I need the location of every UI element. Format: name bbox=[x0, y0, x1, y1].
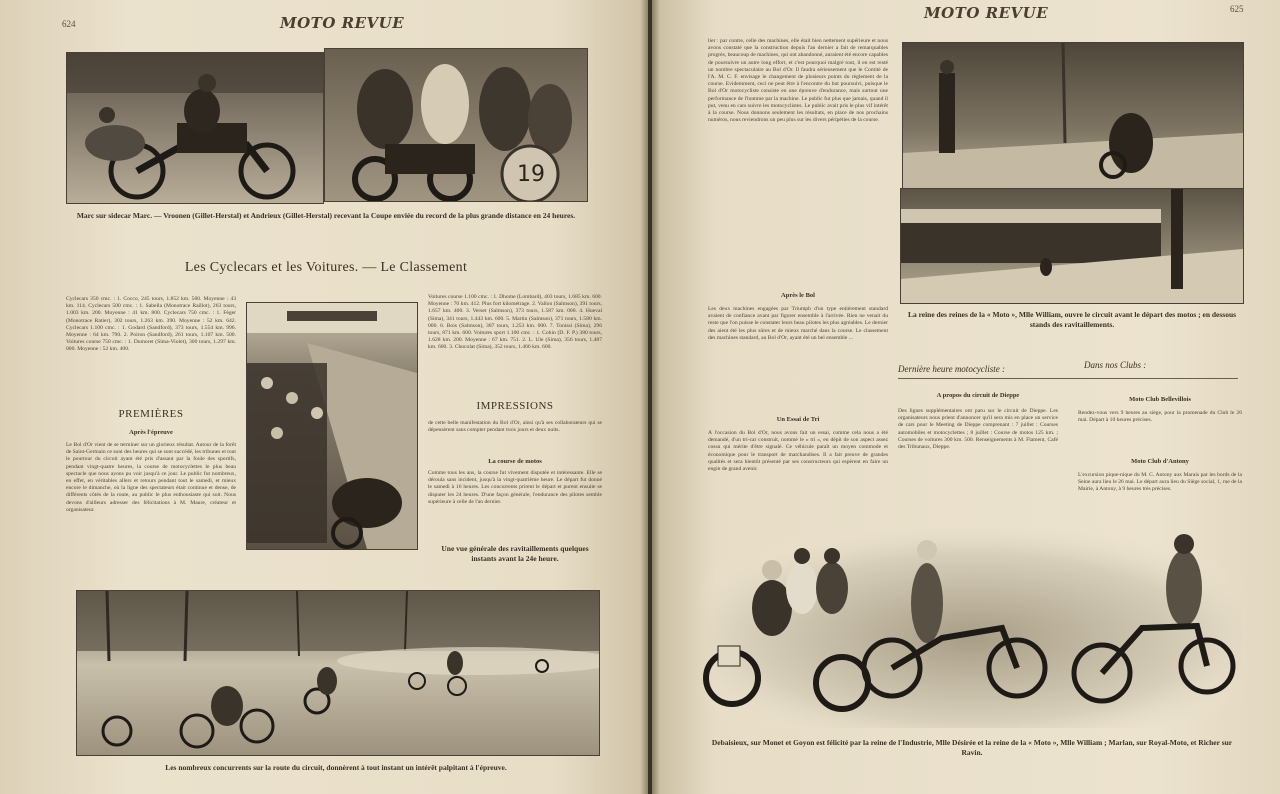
caption-center-photo: Une vue générale des ravitaillements quelques instants avant la 24e heure. bbox=[441, 544, 589, 563]
classement-title: Les Cyclecars et les Voitures. — Le Classement bbox=[184, 260, 468, 275]
photo-riders-crowd bbox=[324, 48, 588, 202]
caption-bottom-left: Les nombreux concurrents sur la route du circuit, donnèrent à tout instant un intérêt palpitant à l'épreuve. bbox=[165, 763, 507, 772]
classement-left-text: Cyclecars 350 cmc. : 1. Cocco, 245 tours, 1.852 km. 500. Moyenne : 43 km. 114. Cyclecars 500 cmc. : 1. Sabella (Monotrace Raillot), 263 tours, 1.003 km. 200. Moyenne : 41 km. 800. Cyclecars 750 cmc. : 1. Fèger (Monotrace Ratier), 302 tours, 1.263 km. 390. Moyenne : 52 km. 642. Cyclecars 1.100 cmc. : 1. Godard (Sandford), 373 tours, 1.554 km. 996. Moyenne : 64 km. 790. 2. Poiron (Sandford), 261 tours, 1.107 km. 500. Voitures course 750 cmc. : 1. Dumoret (Sima-Violet), 300 tours, 1.297 km. 000. Moyenne : 52 km. 400. bbox=[66, 296, 236, 353]
apres-bol-title: Après le Bol bbox=[781, 292, 815, 299]
section-rule bbox=[898, 378, 1238, 379]
impressions-intro: de cette belle manifestation du Bol d'Or, ainsi qu'à ses collaborateurs qui se dépensèrent sans compter pendant trois jours et deux nuits. bbox=[428, 420, 602, 434]
course-subtitle: La course de motos bbox=[488, 458, 542, 465]
club1-subtitle: Moto Club Bellevillois bbox=[1129, 396, 1191, 403]
photo-mlle-william bbox=[902, 42, 1244, 190]
running-title-left: MOTO REVUE bbox=[280, 14, 405, 32]
caption-top-right: La reine des reines de la « Moto », Mlle William, ouvre le circuit avant le départ des motos ; en dessous stands des ravitaillements. bbox=[907, 310, 1237, 329]
caption-top-left: Marc sur sidecar Marc. — Vroonen (Gillet-Herstal) et Andrieux (Gillet-Herstal) recevant la Coupe enviée du record de la plus grande distance en 24 heures. bbox=[76, 211, 576, 220]
caption-bottom-right: Debaisieux, sur Monet et Goyon est félicité par la reine de l'Industrie, Mlle Désirée et la reine de la « Moto », Mlle William ; Marlan, sur Royal-Moto, et Richer sur Ravin. bbox=[711, 738, 1233, 757]
dieppe-text: Des lignes supplémentaires ont paru sur le circuit de Dieppe. Les organisateurs nous prient d'annoncer qu'il sera mis en place un service de cars pour le Meeting de Dieppe comprenant : 7 juillet : Courses automobiles et motocyclettes ; 8 juillet : Course de motos 125 km. ; Courses de voitures 300 km. 500. Renseignements à M. Flament, Café des Tribunaux, Dieppe. bbox=[898, 408, 1058, 451]
running-title-right: MOTO REVUE bbox=[924, 4, 1049, 22]
apres-bol-text: Les deux machines engagées par Triumph d'un type entièrement standard avaient de confiance avant par figurer ensemble à l'arrivée. Rien ne venait du reste que l'on puisse le constater leurs beau pilotes les plus agréables. Le dernier des aient été les plus sûres et de mieux marché dans la course. Le classement des machines standard, au Bol d'Or, ayant été un bel ensemble ... bbox=[708, 306, 888, 341]
derniere-heure-title: Dernière heure motocycliste : bbox=[898, 364, 1006, 374]
page-number-left: 624 bbox=[62, 19, 76, 29]
svg-text:19: 19 bbox=[517, 162, 545, 187]
photo-circuit-road bbox=[76, 590, 600, 756]
premieres-title: PREMIÈRES bbox=[118, 408, 184, 420]
page-number-right: 625 bbox=[1230, 4, 1244, 14]
photo-sidecar bbox=[66, 52, 324, 204]
impressions-title: IMPRESSIONS bbox=[476, 400, 554, 412]
photo-ravitaillements bbox=[246, 302, 418, 550]
right-page bbox=[652, 0, 1280, 794]
club1-text: Rendez-vous vers 9 heures au siège, pour la promenade du Club le 26 mai. Départ à 10 heures précises. bbox=[1078, 410, 1242, 424]
premieres-subtitle: Après l'épreuve bbox=[129, 429, 173, 436]
photo-winners bbox=[702, 528, 1242, 728]
premieres-text: Le Bol d'Or vient de se terminer sur un glorieux résultat. Autour de la forêt de Saint-Germain ce sont des heures qui se sont succédé, les tribunes et tout le pourtour du circuit ayant été pris d'assaut par la foule des sportifs, pendant vingt-quatre heures, la course de motocyclettes le plus beau spectacle que nous ayons pu voir jusqu'à ce jour. Le public fut nombreux, en effet, en véritables allers et retours pendant tout le samedi, et mieux encore le dimanche, où la ligne des spectateurs était continue et dense, de différents côtés de la route, au public le plus enthousiaste qui soit. Nous devons d'ailleurs adresser des félicitations à M. Maure, créateur et organisateur. bbox=[66, 442, 236, 513]
right-col-text-1: lier : par contre, celle des machines, elle était bien nettement supérieure et nous avons constaté que la construction depuis l'an dernier a fait de remarquables progrès, beaucoup de machines, qui ont abandonné, auraient été encore capables de poursuivre un autre long effort, et c'est pourquoi malgré tout, il en est resté un nombre spectaculaire au Bol d'Or. Il faudra sérieusement que le Comité de l'A. M. C. F. envisage le changement de plusieurs points du règlement de la course. Evidemment, ceci ne peut être à l'encontre du but poursuivi, puisque le Bol d'Or motocycliste consiste en une épreuve d'endurance, mais surtout une performance de l'homme par la machine. Le public fut plus que jamais, quand il put, venu en cars suivre les motocyclistes. Le public avait pris le plus vif intérêt à la course. Nous donnons seulement les résultats, en place de nos prochains numéros, nous reviendrons un peu plus sur les divers péripéties de la course. bbox=[708, 38, 888, 124]
club2-text: L'excursion pique-nique du M. C. Antony aux Marais par les bords de la Seine aura lieu le 26 mai. Le départ aura lieu du Siège social, 1, rue de la Mairie, à Antony, à 9 heures très précises. bbox=[1078, 472, 1242, 493]
photo-stands bbox=[900, 188, 1244, 304]
book-gutter bbox=[640, 0, 660, 794]
club2-subtitle: Moto Club d'Antony bbox=[1131, 458, 1189, 465]
dieppe-subtitle: A propos du circuit de Dieppe bbox=[936, 392, 1020, 399]
essai-text: À l'occasion du Bol d'Or, nous avons fait un essai, comme cela nous a été demandé, d'un tri-car construit, nommé le « tri », en dépit de son aspect assez cossu qui mérite d'être signalé. Ce véhicule paraît un moyen commode et économique pour le transport de marchandises. Il a fait preuve de grandes qualités et sera bientôt présenté par ses constructeurs qui espèrent en faire un engin de grand avenir. bbox=[708, 430, 888, 473]
classement-right-text: Voitures course 1.100 cmc. : 1. Dhome (Lombard), 403 tours, 1.685 km. 600. Moyenne : 70 km. 412. Plus fort kilométrage. 2. Vallon (Salmson), 391 tours, 1.657 km. 400. 3. Verset (Salmson), 373 tours, 1.587 km. 000. 4. Hueval (Sima), 341 tours, 1.443 km. 600. 5. Martin (Salmson), 371 tours, 1.580 km. 000. 6. Bois (Salmson), 387 tours, 1.253 km. 000. 7. Tonissi (Sima), 296 tours, 871 km. 600. Voitures sport 1.100 cmc. : 1. Cohin (D. F. P.) 380 tours, 1.628 km. 200. Moyenne : 67 km. 751. 2. L. Ule (Sima), 356 tours, 1.487 km. 600. 3. Chocolat (Sima), 352 tours, 1.466 km. 600. bbox=[428, 294, 602, 351]
essai-title: Un Essai de Tri bbox=[776, 416, 820, 423]
course-text: Comme tous les ans, la course fut vivement disputée et intéressante. Elle se déroula sans incident, jusqu'à la vingt-quatrième heure. Le départ fut donné le samedi à 16 heures. Les concurrents prirent le départ et purent ensuite se disputer les 24 heures. D'une façon générale, l'endurance des pilotes semble supérieure à celle de l'an dernier. bbox=[428, 470, 602, 505]
clubs-title: Dans nos Clubs : bbox=[1084, 360, 1147, 370]
